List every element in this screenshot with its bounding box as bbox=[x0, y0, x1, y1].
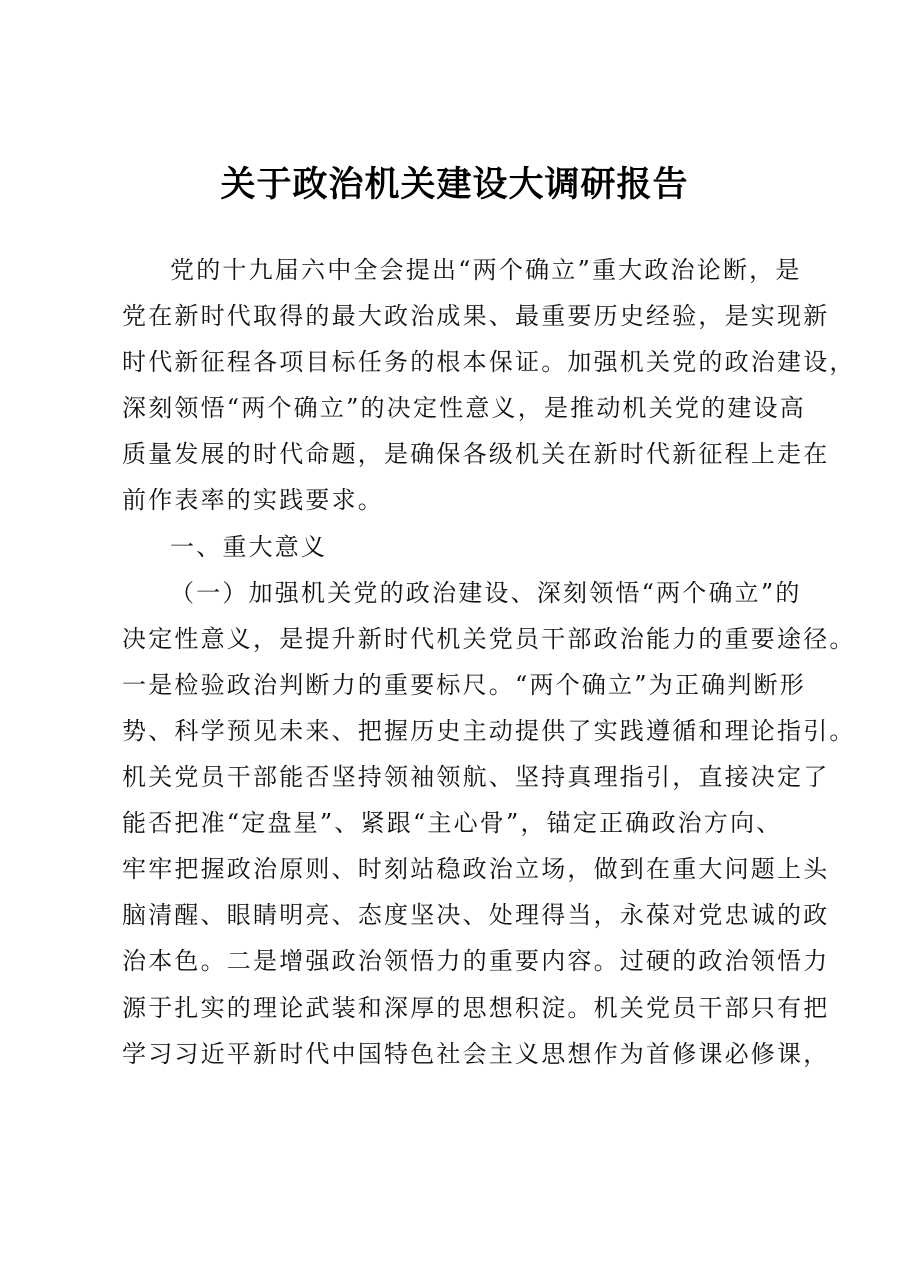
paragraph-line: 机关党员干部能否坚持领袖领航、坚持真理指引，直接决定了 bbox=[122, 763, 830, 792]
section-heading: 一、重大意义 bbox=[170, 532, 328, 561]
paragraph-line: 源于扎实的理论武装和深厚的思想积淀。机关党员干部只有把 bbox=[122, 993, 830, 1022]
paragraph-line: 深刻领悟“两个确立”的决定性意义，是推动机关党的建设高 bbox=[122, 394, 806, 423]
paragraph-line: 牢牢把握政治原则、时刻站稳政治立场，做到在重大问题上头 bbox=[122, 855, 830, 884]
paragraph-line: 学习习近平新时代中国特色社会主义思想作为首修课必修课， bbox=[122, 1039, 830, 1068]
paragraph-line: （一）加强机关党的政治建设、深刻领悟“两个确立”的 bbox=[170, 578, 802, 607]
document-body bbox=[122, 247, 856, 1077]
paragraph-line: 前作表率的实践要求。 bbox=[122, 486, 384, 515]
paragraph-line: 脑清醒、眼睛明亮、态度坚决、处理得当，永葆对党忠诚的政 bbox=[122, 901, 830, 930]
paragraph-line: 治本色。二是增强政治领悟力的重要内容。过硬的政治领悟力 bbox=[122, 947, 830, 976]
paragraph-line: 一是检验政治判断力的重要标尺。“两个确立”为正确判断形 bbox=[122, 670, 806, 699]
paragraph-line: 党在新时代取得的最大政治成果、最重要历史经验，是实现新 bbox=[122, 302, 830, 331]
paragraph-line: 时代新征程各项目标任务的根本保证。加强机关党的政治建设， bbox=[122, 348, 856, 377]
paragraph-line: 党的十九届六中全会提出“两个确立”重大政治论断，是 bbox=[170, 256, 802, 284]
paragraph-line: 决定性意义，是提升新时代机关党员干部政治能力的重要途径。 bbox=[122, 624, 856, 653]
paragraph-line: 能否把准“定盘星”、紧跟“主心骨”，锚定正确政治方向、 bbox=[122, 809, 783, 838]
document-title: 关于政治机关建设大调研报告 bbox=[220, 165, 689, 205]
paragraph-line: 质量发展的时代命题，是确保各级机关在新时代新征程上走在 bbox=[122, 440, 830, 469]
paragraph-line: 势、科学预见未来、把握历史主动提供了实践遵循和理论指引。 bbox=[122, 716, 856, 745]
